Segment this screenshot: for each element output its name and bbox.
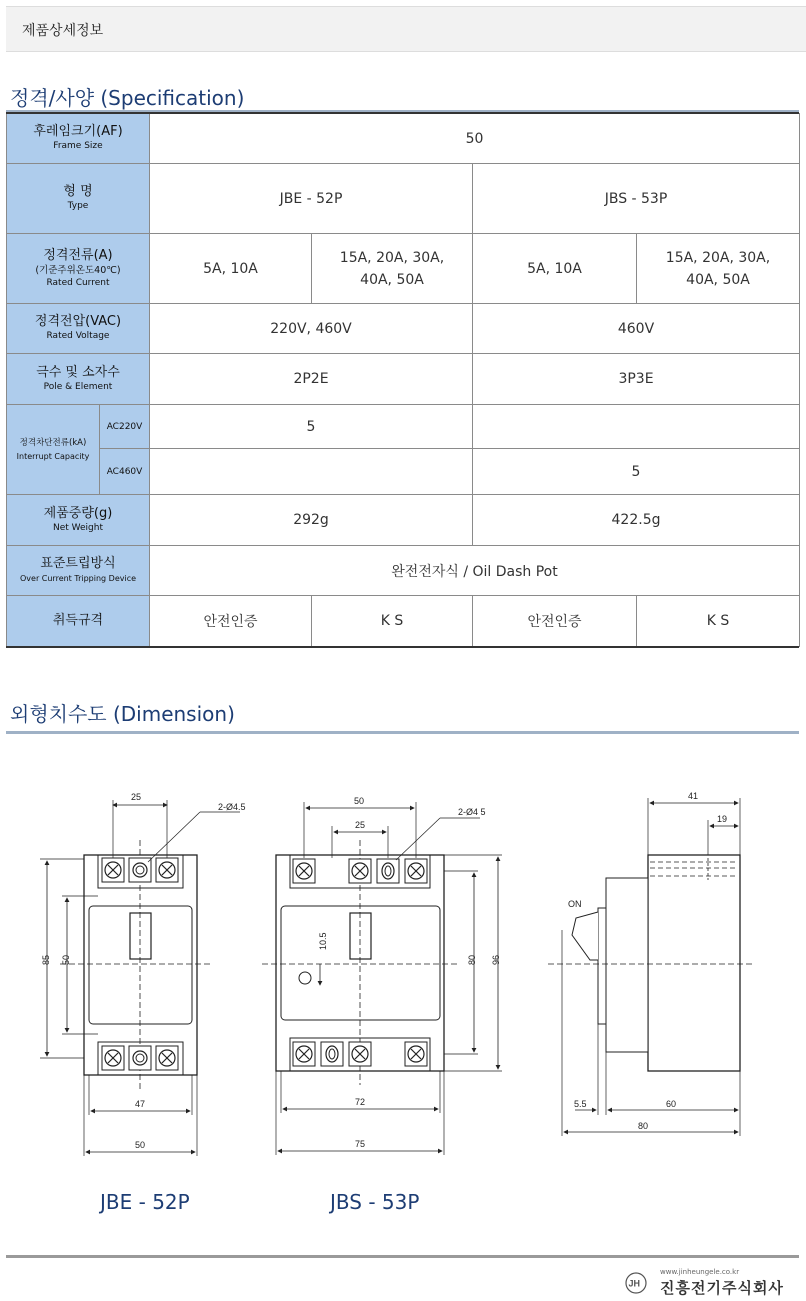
side-dim-bottom-mid: 60 <box>666 1099 677 1109</box>
type-jbe: JBE - 52P <box>150 164 473 234</box>
jbe-dim-hole: 2-Ø4.5 <box>218 802 246 812</box>
jbs-dim-h-outer: 96 <box>491 954 501 965</box>
jbs-dim-hole: 2-Ø4 5 <box>458 807 486 817</box>
interrupt-ac460-label: AC460V <box>100 449 150 495</box>
jbe-dim-h-outer: 85 <box>41 954 51 965</box>
footer-divider <box>6 1255 799 1258</box>
company-name: 진흥전기주식회사 <box>660 1279 784 1297</box>
jbs-dim-h-inner: 80 <box>467 954 477 965</box>
jbe-dim-w-inner: 47 <box>135 1099 146 1109</box>
company-url[interactable]: www.jinheungele.co.kr <box>660 1268 740 1276</box>
detail-header-title: 제품상세정보 <box>22 23 104 39</box>
certification-header: 취득규격 <box>7 596 150 647</box>
side-dim-bottom-total: 80 <box>638 1121 649 1131</box>
interrupt-ac220-label: AC220V <box>100 405 150 449</box>
interrupt-ac460-jbs: 5 <box>473 449 800 495</box>
rated-current-header: 정격전류(A) (기준주위온도40℃) Rated Current <box>7 234 150 304</box>
rated-voltage-header: 정격전압(VAC) Rated Voltage <box>7 304 150 354</box>
side-dim-top-outer: 41 <box>688 791 699 801</box>
jbs-dim-w-outer: 75 <box>355 1139 366 1149</box>
spec-section-title: 정격/사양 (Specification) <box>10 86 245 110</box>
rated-current-value: 15A, 20A, 30A, 40A, 50A <box>637 234 800 304</box>
jbs-dim-w-inner: 72 <box>355 1097 366 1107</box>
frame-size-value: 50 <box>150 114 800 164</box>
weight-jbs: 422.5g <box>473 495 800 546</box>
tripping-value: 완전전자식 / Oil Dash Pot <box>150 546 800 596</box>
rated-current-value: 15A, 20A, 30A, 40A, 50A <box>312 234 473 304</box>
side-dim-bottom-left: 5.5 <box>574 1099 587 1109</box>
jbs-dim-offset: 10.5 <box>318 932 328 950</box>
interrupt-ac220-jbe: 5 <box>150 405 473 449</box>
certification-value: 안전인증 <box>473 596 637 647</box>
interrupt-header: 정격차단전류(kA) Interrupt Capacity <box>7 405 100 495</box>
jbs-model-label: JBS - 53P <box>330 1190 420 1214</box>
jbe-dim-top: 25 <box>131 792 142 802</box>
company-logo[interactable] <box>625 1268 800 1298</box>
type-jbs: JBS - 53P <box>473 164 800 234</box>
jbs-dim-top-inner: 25 <box>355 820 366 830</box>
rated-voltage-jbs: 460V <box>473 304 800 354</box>
pole-jbe: 2P2E <box>150 354 473 405</box>
jbe-dim-h-inner: 50 <box>61 954 71 965</box>
jh-logo-icon <box>625 1272 647 1294</box>
jbe-model-label: JBE - 52P <box>100 1190 190 1214</box>
pole-header: 극수 및 소자수 Pole & Element <box>7 354 150 405</box>
side-on-label: ON <box>568 899 582 909</box>
jbs-front-view <box>262 802 502 1155</box>
jbs-dim-top-outer: 50 <box>354 796 365 806</box>
tripping-header: 표준트립방식 Over Current Tripping Device <box>7 546 150 596</box>
certification-value: K S <box>312 596 473 647</box>
side-dim-top-inner: 19 <box>717 814 728 824</box>
frame-size-header: 후레임크기(AF) Frame Size <box>7 114 150 164</box>
certification-value: K S <box>637 596 800 647</box>
side-view <box>548 798 755 1136</box>
dimension-section-title: 외형치수도 (Dimension) <box>10 702 235 726</box>
jbe-dim-w-outer: 50 <box>135 1140 146 1150</box>
pole-jbs: 3P3E <box>473 354 800 405</box>
certification-value: 안전인증 <box>150 596 312 647</box>
weight-header: 제품중량(g) Net Weight <box>7 495 150 546</box>
rated-voltage-jbe: 220V, 460V <box>150 304 473 354</box>
svg-text:JH: JH <box>628 1278 641 1289</box>
rated-current-value: 5A, 10A <box>150 234 312 304</box>
type-header: 형 명 Type <box>7 164 150 234</box>
weight-jbe: 292g <box>150 495 473 546</box>
rated-current-value: 5A, 10A <box>473 234 637 304</box>
